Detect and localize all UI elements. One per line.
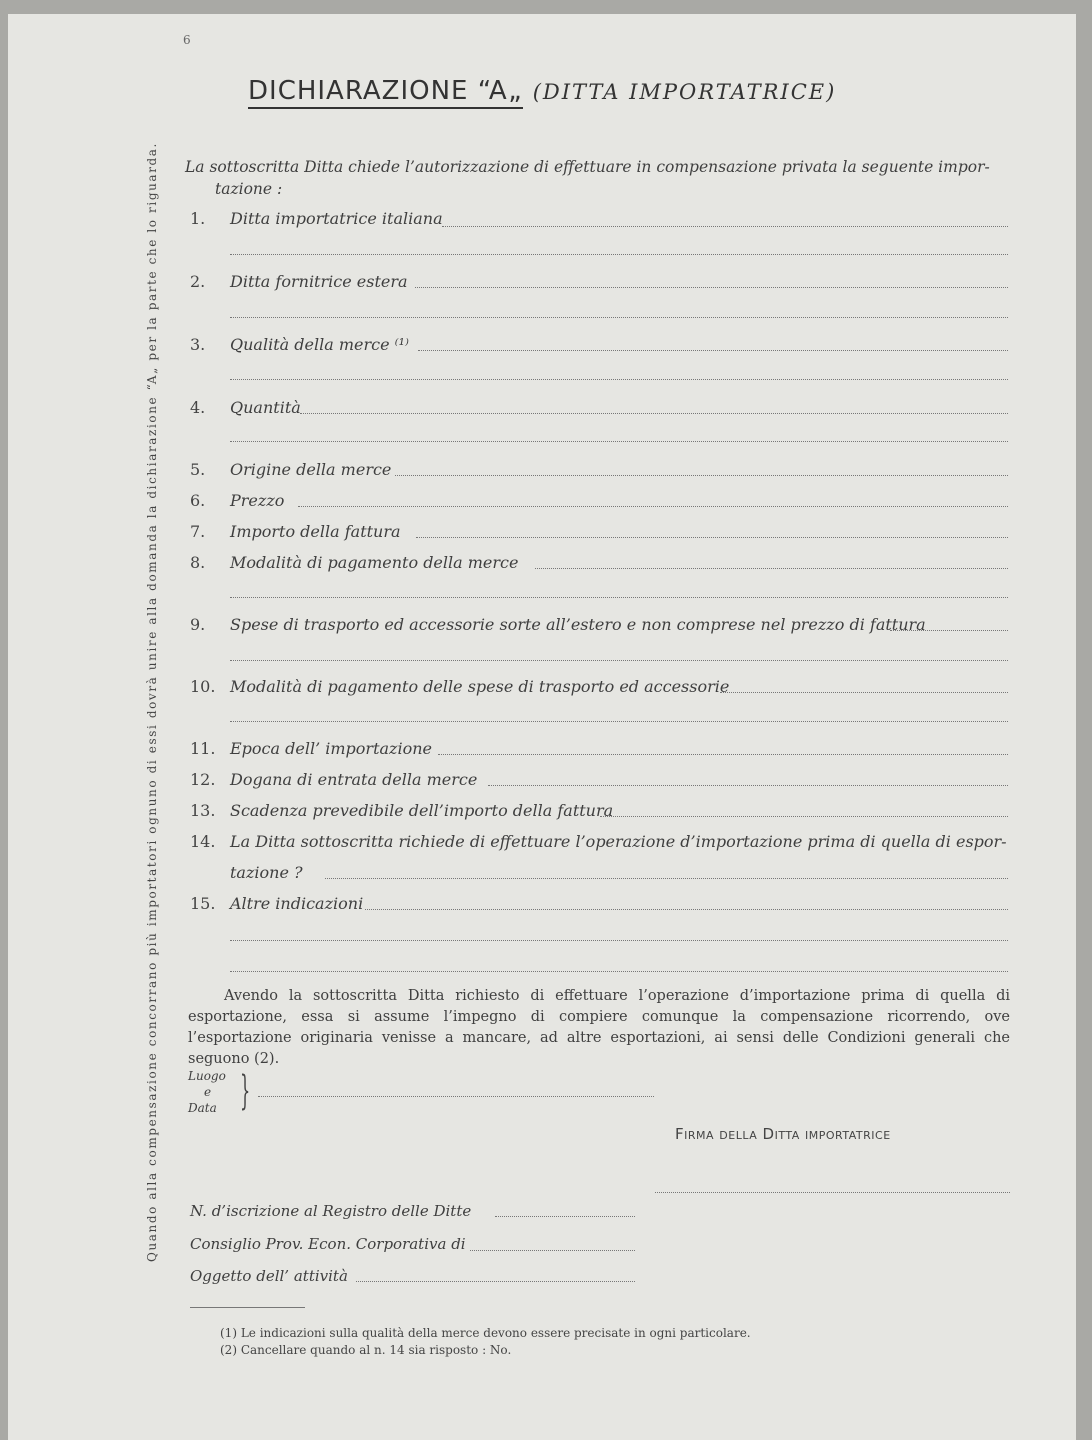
item-label: Importo della fattura bbox=[230, 522, 401, 541]
item-label: Quantità bbox=[230, 398, 301, 417]
fill-line[interactable] bbox=[230, 317, 1008, 318]
council-label: Consiglio Prov. Econ. Corporativa di bbox=[190, 1235, 466, 1253]
item-number: 12. bbox=[190, 770, 216, 789]
fill-line[interactable] bbox=[418, 350, 1008, 351]
page-number: 6 bbox=[183, 33, 191, 47]
form-item-2 bbox=[190, 272, 1010, 296]
fill-line[interactable] bbox=[230, 597, 1008, 598]
fill-line[interactable] bbox=[720, 692, 1008, 693]
item-number: 9. bbox=[190, 615, 206, 634]
form-item-13 bbox=[190, 801, 1010, 825]
activity-label: Oggetto dell’ attività bbox=[190, 1267, 348, 1285]
intro-line-2: tazione : bbox=[215, 180, 283, 198]
item-number: 1. bbox=[190, 209, 206, 228]
fill-line[interactable] bbox=[535, 568, 1008, 569]
form-item-3 bbox=[190, 335, 1010, 359]
item-number: 6. bbox=[190, 491, 206, 510]
fill-line[interactable] bbox=[415, 287, 1008, 288]
item-label: Spese di trasporto ed accessorie sorte all’estero e non comprese nel prezzo di fattura bbox=[230, 615, 926, 634]
footnote-1: (1) Le indicazioni sulla qualità della merce devono essere precisate in ogni particolare. bbox=[220, 1326, 751, 1340]
form-item-12 bbox=[190, 770, 1010, 794]
item-number: 10. bbox=[190, 677, 216, 696]
item-number: 15. bbox=[190, 894, 216, 913]
fill-line[interactable] bbox=[230, 940, 1008, 941]
form-item-15 bbox=[190, 894, 1010, 918]
fill-line[interactable] bbox=[488, 785, 1008, 786]
footnote-2: (2) Cancellare quando al n. 14 sia risposto : No. bbox=[220, 1343, 512, 1357]
form-item-7 bbox=[190, 522, 1010, 546]
footnote-divider bbox=[190, 1307, 305, 1308]
item-label: Scadenza prevedibile dell’importo della fattura bbox=[230, 801, 614, 820]
place-date-line[interactable] bbox=[258, 1096, 654, 1097]
item-label: Altre indicazioni bbox=[230, 894, 364, 913]
intro-text bbox=[185, 156, 1009, 200]
fill-line[interactable] bbox=[365, 909, 1008, 910]
form-item-11 bbox=[190, 739, 1010, 763]
place-date-label bbox=[188, 1068, 226, 1116]
form-item-1 bbox=[190, 209, 1010, 233]
activity-line[interactable] bbox=[356, 1281, 635, 1282]
item-number: 11. bbox=[190, 739, 216, 758]
form-item-9 bbox=[190, 615, 1010, 639]
e-label: e bbox=[204, 1085, 212, 1099]
registry-number-line[interactable] bbox=[495, 1216, 635, 1217]
item-label: Origine della merce bbox=[230, 460, 392, 479]
item-number: 5. bbox=[190, 460, 206, 479]
fill-line[interactable] bbox=[416, 537, 1008, 538]
fill-line[interactable] bbox=[300, 413, 1008, 414]
form-item-4 bbox=[190, 398, 1010, 422]
item-label: Qualità della merce ⁽¹⁾ bbox=[230, 335, 409, 354]
item-label: Modalità di pagamento della merce bbox=[230, 553, 519, 572]
fill-line[interactable] bbox=[230, 660, 1008, 661]
commitment-paragraph: Avendo la sottoscritta Ditta richiesto di effettuare l’operazione d’importazione prima di quella di esportazione, essa si assume l’impegno di compiere comunque la compensazione ricorrendo, ove l’esportazione originaria venisse a mancare, ad altre esportazioni, ai sensi delle Condizioni generali che seguono (2). bbox=[188, 988, 1010, 1067]
title-sub: (DITTA IMPORTATRICE) bbox=[532, 80, 837, 104]
form-item-6 bbox=[190, 491, 1010, 515]
item-label: Dogana di entrata della merce bbox=[230, 770, 478, 789]
item-label: Epoca dell’ importazione bbox=[230, 739, 432, 758]
form-item-10 bbox=[190, 677, 1010, 701]
side-note: Quando alla compensazione concorrano più importatori ognuno di essi dovrà unire alla domanda la dichiarazione “A„ per la parte che lo riguarda. bbox=[145, 142, 159, 1262]
item-label: La Ditta sottoscritta richiede di effettuare l’operazione d’importazione prima di quella di espor- bbox=[230, 832, 1007, 851]
fill-line[interactable] bbox=[890, 630, 1008, 631]
form-item-8 bbox=[190, 553, 1010, 577]
fill-line[interactable] bbox=[298, 506, 1008, 507]
fill-line[interactable] bbox=[230, 441, 1008, 442]
fill-line[interactable] bbox=[395, 475, 1008, 476]
item-label: Modalità di pagamento delle spese di trasporto ed accessorie bbox=[230, 677, 730, 696]
fill-line[interactable] bbox=[230, 254, 1008, 255]
fill-line[interactable] bbox=[230, 379, 1008, 380]
item-label: Ditta importatrice italiana bbox=[230, 209, 443, 228]
item-label-cont: tazione ? bbox=[230, 863, 303, 882]
fill-line[interactable] bbox=[600, 816, 1008, 817]
item-number: 4. bbox=[190, 398, 206, 417]
signature-line[interactable] bbox=[655, 1192, 1010, 1193]
registry-number-label: N. d’iscrizione al Registro delle Ditte bbox=[190, 1202, 472, 1220]
page-title bbox=[248, 76, 836, 106]
form-item-14 bbox=[190, 832, 1010, 888]
item-label: Ditta fornitrice estera bbox=[230, 272, 408, 291]
signature-label: Firma della Ditta importatrice bbox=[675, 1125, 891, 1143]
item-number: 14. bbox=[190, 832, 216, 851]
luogo-label: Luogo bbox=[188, 1069, 226, 1083]
form-item-5 bbox=[190, 460, 1010, 484]
item-label: Prezzo bbox=[230, 491, 285, 510]
item-number: 13. bbox=[190, 801, 216, 820]
item-number: 8. bbox=[190, 553, 206, 572]
fill-line[interactable] bbox=[438, 754, 1008, 755]
fill-line[interactable] bbox=[230, 971, 1008, 972]
fill-line[interactable] bbox=[325, 878, 1008, 879]
item-number: 2. bbox=[190, 272, 206, 291]
fill-line[interactable] bbox=[230, 721, 1008, 722]
council-line[interactable] bbox=[470, 1250, 635, 1251]
intro-line-1: La sottoscritta Ditta chiede l’autorizzazione di effettuare in compensazione privata la seguente impor- bbox=[185, 158, 990, 176]
title-main: DICHIARAZIONE “A„ bbox=[248, 76, 523, 109]
data-label: Data bbox=[188, 1101, 217, 1115]
brace-icon: } bbox=[240, 1068, 251, 1114]
fill-line[interactable] bbox=[442, 226, 1008, 227]
item-number: 7. bbox=[190, 522, 206, 541]
item-number: 3. bbox=[190, 335, 206, 354]
